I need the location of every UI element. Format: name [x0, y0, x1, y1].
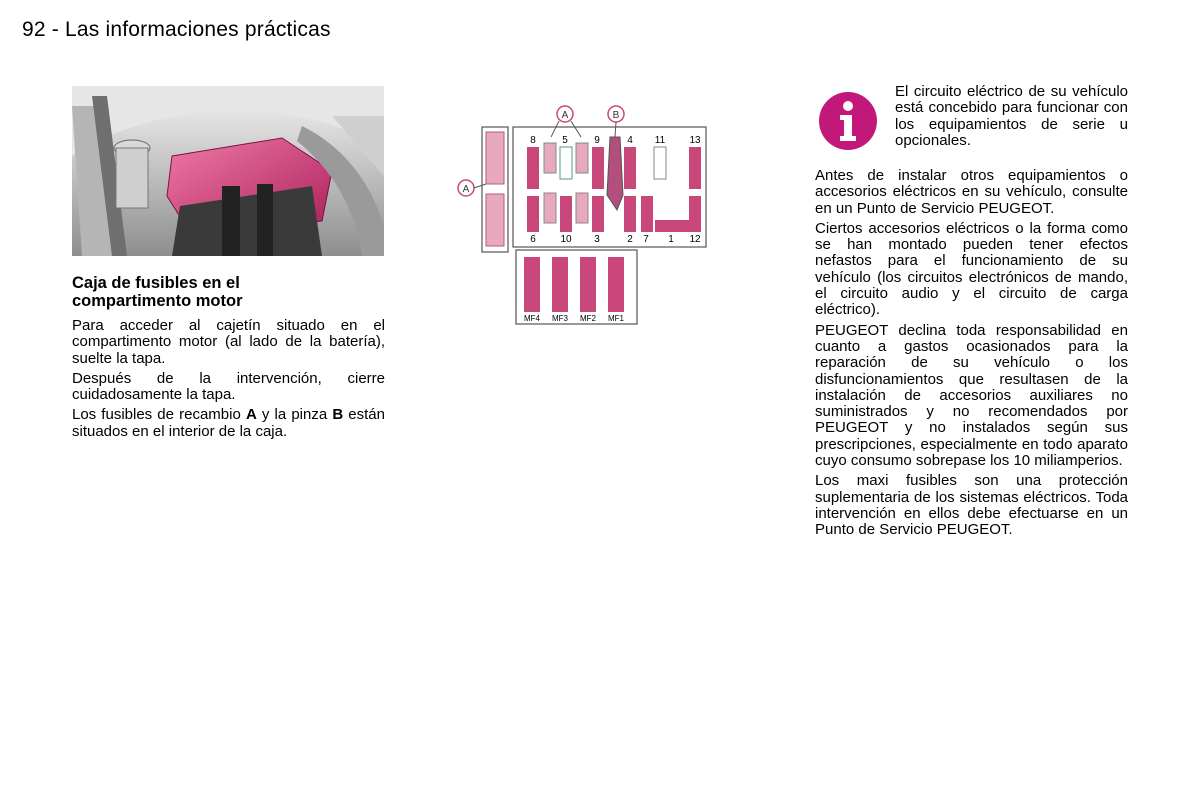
- fuse-number: 7: [643, 234, 649, 245]
- label-b: B: [612, 110, 620, 121]
- maxi-fuse-label: MF3: [552, 314, 568, 323]
- info-icon: [817, 90, 879, 152]
- section-heading: Caja de fusibles en el compartimento motor: [72, 274, 243, 310]
- label-a-side: A: [462, 184, 470, 195]
- paragraph-liability: PEUGEOT declina toda responsabilidad en cuanto a gastos ocasionados para la reparación de su vehículo o los disfuncionamientos que resultasen de la instalación de accesorios auxiliares no suministrados y no recomendados por PEUGEOT y no instalados según sus prescripciones, especialmente en todo aparato cuyo consumo sobrepase los 10 miliamperios.: [815, 321, 1128, 470]
- fuse-number: 10: [560, 234, 572, 245]
- fuse-box-diagram: [455, 100, 730, 330]
- fuse-number: 2: [627, 234, 633, 245]
- fuse-number: 9: [594, 135, 600, 146]
- accessories-section: [815, 168, 1128, 543]
- fuse-number: 4: [627, 135, 633, 146]
- info-note: El circuito eléctrico de su vehículo está concebido para funcionar con los equipamientos de serie u opcionales.: [895, 83, 1128, 149]
- engine-compartment-photo: [72, 86, 384, 256]
- fuse-number: 11: [654, 135, 666, 146]
- fuse-number: 6: [530, 234, 536, 245]
- maxi-fuse-label: MF2: [580, 314, 596, 323]
- paragraph-spares: Los fusibles de recambio A y la pinza B están situados en el interior de la caja.: [72, 406, 385, 440]
- fuse-number: 12: [689, 234, 701, 245]
- paragraph-maxi-fuses: Los maxi fusibles son una protección suplementaria de los sistemas eléctricos. Toda intervención en ellos debe efectuarse en un Punto de Servicio PEUGEOT.: [815, 472, 1128, 539]
- paragraph-effects: Ciertos accesorios eléctricos o la forma como se han montado pueden tener efectos nefastos para el funcionamiento de su vehículo (los circuitos electrónicos de mando, el circuito audio y el circuito de carga eléctrico).: [815, 219, 1128, 319]
- fuse-number: 3: [594, 234, 600, 245]
- page-header: 92 - Las informaciones prácticas: [22, 18, 331, 41]
- fuse-number: 1: [668, 234, 674, 245]
- maxi-fuse-label: MF4: [524, 314, 540, 323]
- fuse-number: 5: [562, 135, 568, 146]
- paragraph-install: Antes de instalar otros equipamientos o accesorios eléctricos en su vehículo, consulte en un Punto de Servicio PEUGEOT.: [815, 167, 1128, 217]
- label-a: A: [561, 110, 569, 121]
- fuse-number: 8: [530, 135, 536, 146]
- paragraph-access: Para acceder al cajetín situado en el compartimento motor (al lado de la batería), suelte la tapa.: [72, 317, 385, 367]
- fuse-number: 13: [689, 135, 701, 146]
- engine-fusebox-section: [72, 274, 385, 444]
- maxi-fuse-label: MF1: [608, 314, 624, 323]
- paragraph-close: Después de la intervención, cierre cuidadosamente la tapa.: [72, 369, 385, 404]
